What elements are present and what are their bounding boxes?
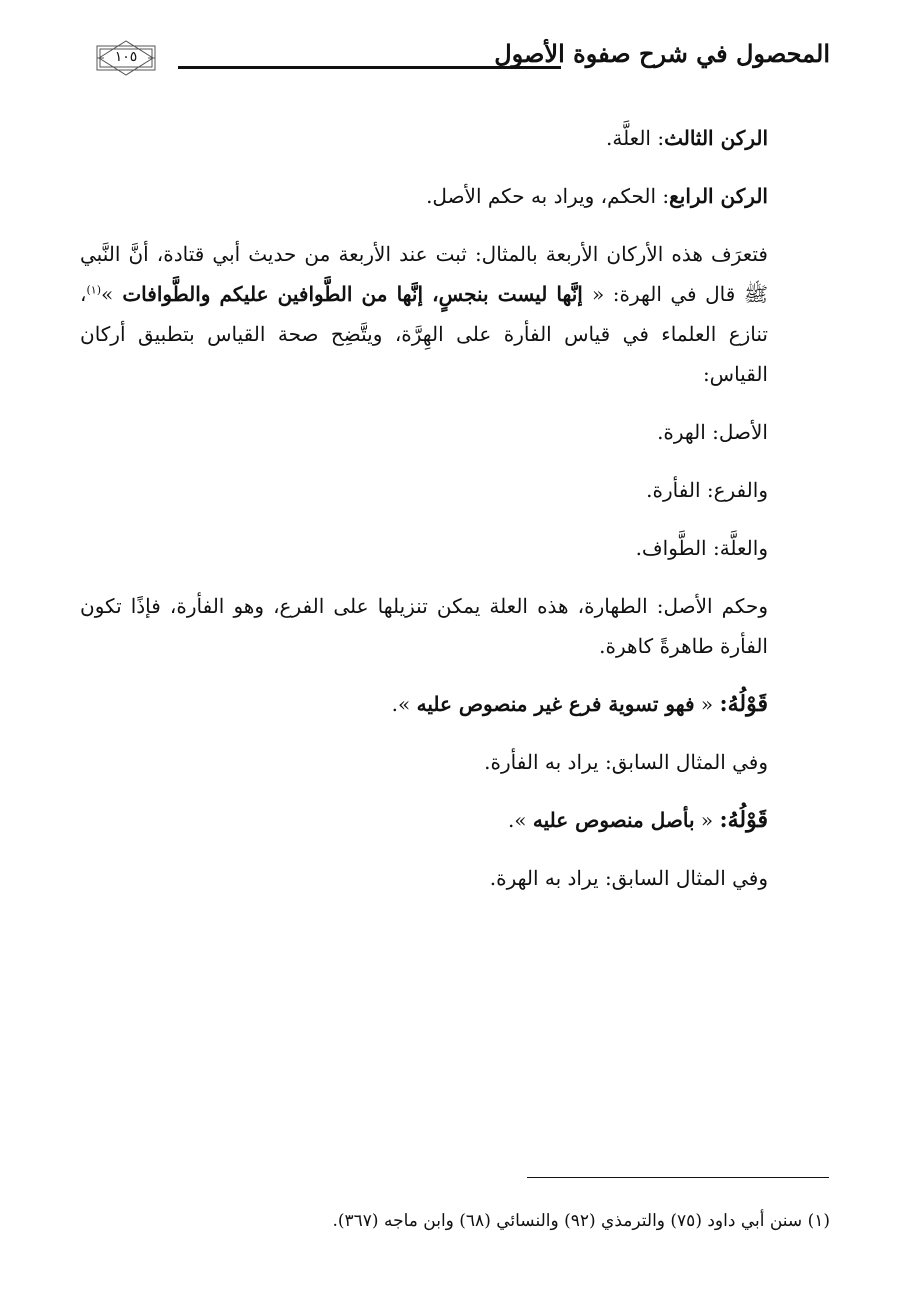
far-line: والفرع: الفأرة. (646, 478, 768, 502)
qawl-label: قَوْلُهُ: (719, 807, 768, 833)
quote-2-text: بأصل منصوص عليه (532, 808, 695, 832)
hukm-paragraph: وحكم الأصل: الطهارة، هذه العلة يمكن تنزيلها على الفرع، وهو الفأرة، فإذًا تكون الفأرة طاهرةً كاهرة. (80, 594, 768, 658)
illa-line: والعلَّة: الطَّواف. (635, 536, 768, 560)
example-2-line: وفي المثال السابق: يراد به الهرة. (489, 866, 768, 890)
quote-1-paragraph (80, 684, 830, 724)
footnote: (١) سنن أبي داود (٧٥) والترمذي (٩٢) والنسائي (٦٨) وابن ماجه (٣٦٧). (332, 1211, 830, 1231)
intro-close: » (100, 282, 114, 306)
book-title: المحصول في شرح صفوة الأصول (494, 39, 830, 68)
hadith-text: إنَّها ليست بنجسٍ، إنَّها من الطَّوافين عليكم والطَّوافات (113, 282, 592, 306)
quote-1-close: ». (391, 692, 417, 716)
rukn-4-label: الركن الرابع (669, 184, 768, 208)
rukn-3-text: : العلَّة. (605, 126, 665, 150)
quote-1-text: فهو تسوية فرع غير منصوص عليه (416, 692, 695, 716)
page-number: ١٠٥ (114, 49, 138, 65)
footnote-separator (527, 1177, 829, 1178)
intro-tail: ، تنازع العلماء في قياس الفأرة على الهِرَّة، ويتَّضِح صحة القياس بتطبيق أركان القياس: (80, 282, 768, 386)
qawl-label: قَوْلُهُ: (719, 691, 768, 717)
asl-line: الأصل: الهرة. (657, 420, 768, 444)
example-paragraph (80, 234, 830, 394)
quote-2-paragraph (80, 800, 830, 840)
rukn-4-paragraph (80, 176, 830, 216)
intro-text: فتعرَف هذه الأركان الأربعة بالمثال: ثبت عند الأربعة من حديث أبي قتادة، أنَّ النَّبي ﷺ قال في الهرة: « (80, 242, 768, 306)
quote-2-open: « (694, 808, 720, 832)
example-1-line: وفي المثال السابق: يراد به الفأرة. (484, 750, 768, 774)
rukn-3-label: الركن الثالث (664, 126, 768, 150)
quote-1-open: « (694, 692, 720, 716)
rukn-3-paragraph (80, 118, 830, 158)
quote-2-close: ». (507, 808, 533, 832)
page-number-frame (96, 40, 156, 76)
footnote-reference[interactable]: (١) (86, 283, 101, 297)
page-body (80, 118, 830, 898)
page-header (0, 26, 910, 86)
rukn-4-text: : الحكم، ويراد به حكم الأصل. (426, 184, 670, 208)
